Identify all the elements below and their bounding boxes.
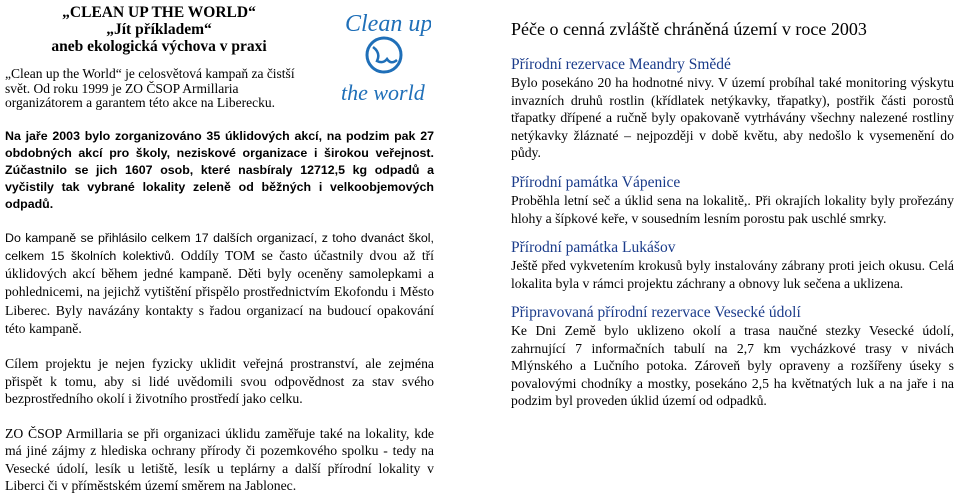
campaign-heading (9, 4, 309, 55)
section-body: Bylo posekáno 20 ha hodnotné nivy. V území probíhal také monitoring výskytu invazních druhů rostlin (křídlatek netýkavky, třapatky), postřik části porostů třapatky dřípené a ručně byly opakovaně vytrhávány všechny nalezené rostliny netýkavky žláznaté – nejpozději v době květu, aby nedošlo k vysemenění do půdy. (511, 75, 954, 160)
section-title: Připravovaná přírodní rezervace Vesecké údolí (511, 304, 801, 321)
heading-line-1: „CLEAN UP THE WORLD“ (62, 4, 256, 21)
intro-paragraph: „Clean up the World“ je celosvětová kampaň za čistší svět. Od roku 1999 je ZO ČSOP Armillaria organizátorem a garantem této akce na Liberecku. (5, 66, 295, 110)
logo-graphic (337, 3, 431, 107)
localities-paragraph: ZO ČSOP Armillaria se při organizaci úklidu zaměřuje také na lokality, kde má jiné zájmy z hlediska ochrany přírody či pozemkového spolku - tedy na Vesecké údolí, lesík u letiště, lesík u teplárny a další přírodní lokality v Liberci či v příměstském území směrem na Jablonec. (5, 425, 434, 494)
section-title: Přírodní památka Vápenice (511, 174, 681, 191)
right-column (511, 0, 954, 408)
actions-count-text: Na jaře 2003 bylo zorganizováno 35 úklidových akcí, na podzim pak 27 obdobných akcí pro školy, neziskové organizace i širokou veřejnost. (5, 128, 434, 160)
logo-text-line-2: the world (341, 80, 425, 105)
section-vesecke-udoli (511, 304, 954, 410)
spring-autumn-paragraph (5, 128, 434, 213)
section-title: Přírodní památka Lukášov (511, 239, 676, 256)
heading-line-3: aneb ekologická výchova v praxi (51, 38, 267, 55)
heading-line-2: „Jít příkladem“ (106, 21, 212, 38)
logo-text-line-1: Clean up (345, 11, 431, 37)
left-column (0, 0, 438, 495)
section-body: Ke Dni Země bylo uklizeno okolí a trasa naučné stezky Vesecké údolí, zahrnující 7 informačních tabulí na 2,7 km vycházkové trasy v nivách Mlýnského a Lučního potoka. Zároveň byly opraveny a rozšířeny úseky s povalovými chodníky a mostky, posekáno 2,5 ha květnatých luk a na jaře i na podzim byl proveden úklid území od odpadků. (511, 323, 954, 408)
clean-up-the-world-logo (337, 3, 431, 107)
tom-text: Oddíly TOM se často účastnily dvou až tří úklidových akcí během jedné kampaně. Děti byly oceněny samolepkami a pohlednicemi, na jejichž vytištění přispělo prostřednictvím Ekofondu i Město Liberec. Byly navázány kontakty s řadou organizací na budoucí opakování této kampaně. (5, 247, 434, 336)
section-body: Proběhla letní seč a úklid sena na lokalitě,. Při okrajích lokality byly prořezány hlohy a šípkové keře, v sousedním lesním porostu pak uschlé smrky. (511, 193, 954, 226)
organizations-text: Do kampaně se přihlásilo celkem 17 dalších organizací, z toho dvanáct škol, celkem 15 školních kolektivů. (5, 230, 434, 263)
globe-icon (367, 38, 401, 72)
participants-text: Zúčastnilo se jich 1607 osob, které nasbíraly 12712,5 kg odpadů a vyčistily tak vybrané lokality zeleně od běžných i velkoobjemových odpadů. (5, 162, 434, 211)
goal-paragraph: Cílem projektu je nejen fyzicky uklidit veřejná prostranství, ale zejména přispět k tomu, aby si lidé uvědomili svou odpovědnost za stav svého bezprostředního okolí i životního prostředí jako celku. (5, 356, 434, 407)
section-lukasov (511, 239, 954, 292)
section-vapenice (511, 174, 954, 227)
section-body: Ještě před vykvetením krokusů byly instalovány zábrany proti jeich okusu. Celá lokalita byla v rámci projektu záchrany a obnovy luk sečena a uklizena. (511, 258, 954, 291)
section-title: Přírodní rezervace Meandry Smědé (511, 56, 731, 73)
section-meandry (511, 56, 954, 162)
organizations-paragraph (5, 230, 434, 339)
right-title: Péče o cenná zvláště chráněná území v roce 2003 (511, 19, 867, 39)
